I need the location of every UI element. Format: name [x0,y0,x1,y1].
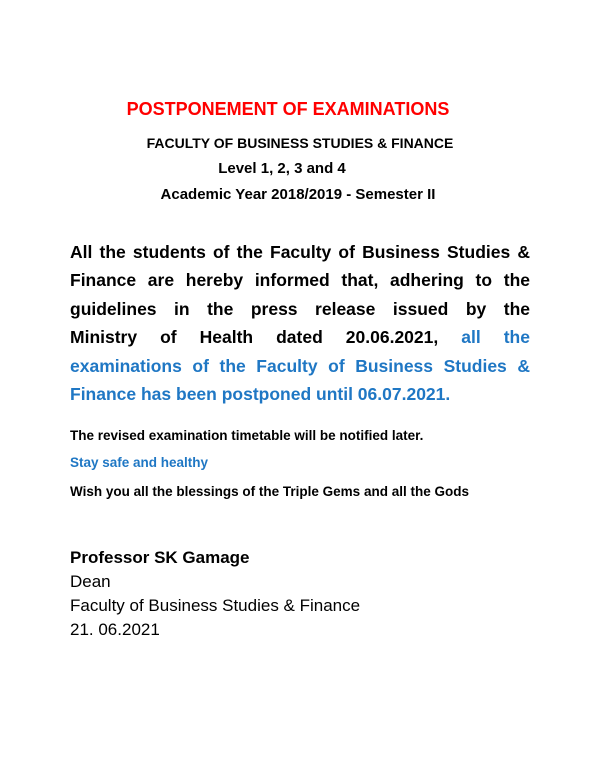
levels-heading: Level 1, 2, 3 and 4 [218,160,346,177]
notice-body [70,238,530,408]
notice-line-3: guidelines in the press release issued by the [70,298,530,319]
notice-line-1: All the students of the Faculty of Business Studies & [70,242,530,262]
stay-safe-message: Stay safe and healthy [70,455,209,470]
signature-block [70,546,360,642]
notice-line-4 [70,323,530,351]
notice-title: POSTPONEMENT OF EXAMINATIONS [126,99,450,119]
signatory-title: Dean [70,572,111,591]
notice-line-4-highlight: all the [461,327,530,348]
academic-year-heading: Academic Year 2018/2019 - Semester II [160,186,436,203]
blessings-message: Wish you all the blessings of the Triple Gems and all the Gods [70,484,469,499]
signatory-name: Professor SK Gamage [70,548,250,567]
notice-line-2: Finance are hereby informed that, adhering to the [70,270,530,291]
notice-line-5: examinations of the Faculty of Business Studies & [70,355,530,376]
revised-timetable-note: The revised examination timetable will be notified later. [70,428,424,443]
faculty-heading: FACULTY OF BUSINESS STUDIES & FINANCE [146,135,454,151]
signatory-faculty: Faculty of Business Studies & Finance [70,596,361,615]
signature-date: 21. 06.2021 [70,620,160,639]
notice-line-4-text: Ministry of Health dated 20.06.2021, [70,327,439,348]
notice-line-6: Finance has been postponed until 06.07.2021. [70,383,451,404]
